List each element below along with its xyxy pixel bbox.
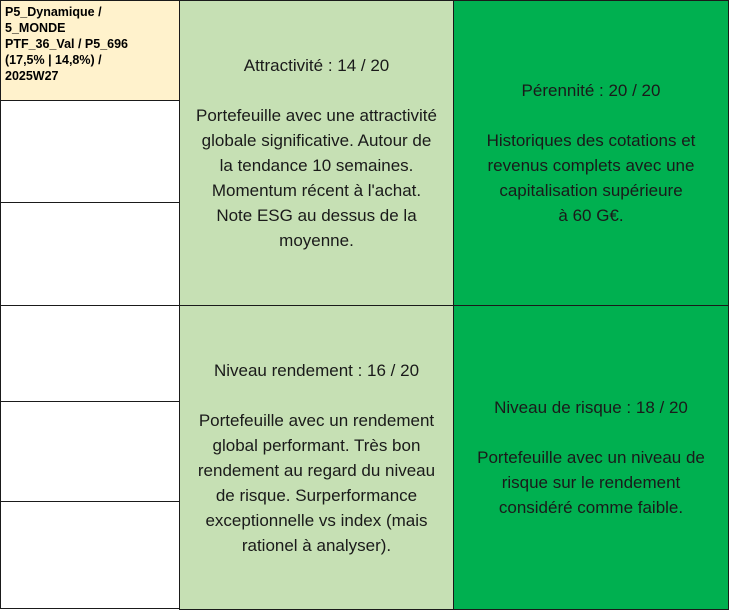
rendement-description: Portefeuille avec un rendement global performant. Très bon rendement au regard du niveau de risque. Surperformance exceptionnelle vs index (mais rationel à analyser). (197, 410, 436, 555)
rendement-panel (179, 305, 454, 610)
blank-cell (0, 401, 180, 502)
portfolio-id-line: (17,5% | 14,8%) / (5, 53, 102, 67)
attractivite-panel (179, 0, 454, 306)
portfolio-id-line: 5_MONDE (5, 21, 66, 35)
portfolio-id-cell (0, 0, 180, 101)
attractivite-title: Attractivité : 14 / 20 (243, 56, 390, 75)
risque-title: Niveau de risque : 18 / 20 (494, 398, 688, 417)
blank-cell (0, 100, 180, 203)
perennite-panel (453, 0, 729, 306)
portfolio-id-line: PTF_36_Val / P5_696 (5, 37, 129, 51)
attractivite-description: Portefeuille avec une attractivité globale significative. Autour de la tendance 10 semaines. Momentum récent à l'achat. Note ESG au dessus de la moyenne. (196, 106, 437, 250)
portfolio-id-line: 2025W27 (5, 69, 59, 83)
perennite-description: Historiques des cotations et revenus complets avec une capitalisation supérieure à 60 G€. (486, 131, 696, 225)
risque-description: Portefeuille avec un niveau de risque sur le rendement considéré comme faible. (477, 448, 705, 517)
rendement-title: Niveau rendement : 16 / 20 (213, 360, 420, 380)
risque-panel (453, 305, 729, 610)
blank-cell (0, 202, 180, 306)
blank-cell (0, 305, 180, 402)
blank-cell (0, 501, 180, 609)
portfolio-id-line: P5_Dynamique / (5, 5, 102, 19)
perennite-title: Pérennité : 20 / 20 (521, 81, 661, 100)
